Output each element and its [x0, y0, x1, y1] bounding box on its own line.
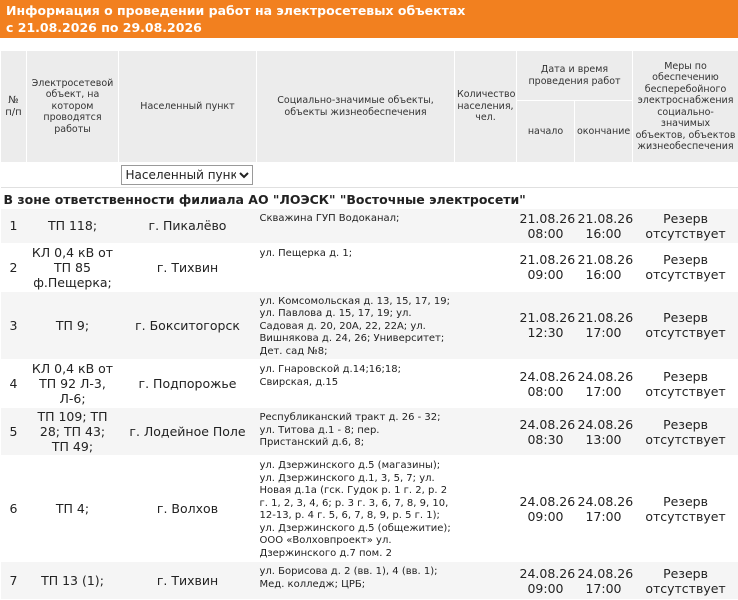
row-start-time: 08:00	[527, 384, 563, 399]
header-end: окончание	[575, 101, 633, 163]
row-end-date: 21.08.26	[578, 310, 634, 325]
header-object: Электросетевой объект, на котором проводятся работы	[27, 51, 119, 163]
row-end-time: 13:00	[585, 432, 621, 447]
row-num: 2	[1, 243, 27, 291]
header-start: начало	[517, 101, 575, 163]
row-end-time: 17:00	[585, 384, 621, 399]
row-start-date: 21.08.26	[520, 252, 576, 267]
row-num: 5	[1, 408, 27, 456]
header-locality: Населенный пункт	[119, 51, 257, 163]
banner-title: Информация о проведении работ на электросетевых объектах	[6, 2, 732, 19]
row-measure: Резерв отсутствует	[633, 360, 738, 408]
row-population	[455, 243, 517, 291]
row-start	[517, 456, 575, 562]
row-measure: Резерв отсутствует	[633, 209, 738, 243]
row-num: 6	[1, 456, 27, 562]
row-measure: Резерв отсутствует	[633, 456, 738, 562]
row-locality: г. Пикалёво	[119, 209, 257, 243]
row-social-objects: ул. Комсомольская д. 13, 15, 17, 19; ул. Павлова д. 15, 17, 19; ул. Садовая д. 20, 20А, 22, 22А; ул. Вишнякова д. 24, 26; Университет; Дет. сад №8;	[257, 291, 455, 360]
row-end	[575, 562, 633, 600]
row-object: ТП 4;	[27, 456, 119, 562]
row-population	[455, 408, 517, 456]
row-num: 3	[1, 291, 27, 360]
row-population	[455, 456, 517, 562]
row-start-time: 08:30	[527, 432, 563, 447]
works-table	[0, 50, 738, 600]
row-social-objects: Республиканский тракт д. 26 - 32; ул. Титова д.1 - 8; пер. Пристанский д.6, 8;	[257, 408, 455, 456]
table-row	[1, 209, 738, 243]
row-num: 7	[1, 562, 27, 600]
row-end-time: 17:00	[585, 509, 621, 524]
row-end	[575, 408, 633, 456]
row-start-date: 24.08.26	[520, 417, 576, 432]
row-measure: Резерв отсутствует	[633, 243, 738, 291]
header-num: № п/п	[1, 51, 27, 163]
row-object: ТП 109; ТП 28; ТП 43; ТП 49;	[27, 408, 119, 456]
row-social-objects: ул. Дзержинского д.5 (магазины); ул. Дзержинского д.1, 3, 5, 7; ул. Новая д.1а (гск. Гудок р. 1 г. 2, р. 2 г. 1, 2, 3, 4, 6; р. 3 г. 3, 6, 7, 8, 9, 10, 12-13, р. 4 г. 5, 6, 7, 8, 9, р. 5 г. 1); ул. Дзержинского д.5 (общежитие); ООО «Волховпроект» ул. Дзержинского д.7 пом. 2	[257, 456, 455, 562]
row-end	[575, 209, 633, 243]
row-social-objects: ул. Борисова д. 2 (вв. 1), 4 (вв. 1); Мед. колледж; ЦРБ;	[257, 562, 455, 600]
row-end	[575, 360, 633, 408]
row-locality: г. Лодейное Поле	[119, 408, 257, 456]
row-start-date: 24.08.26	[520, 494, 576, 509]
row-start-time: 09:00	[527, 581, 563, 596]
row-start-date: 24.08.26	[520, 369, 576, 384]
row-measure: Резерв отсутствует	[633, 291, 738, 360]
row-object: КЛ 0,4 кВ от ТП 85 ф.Пещерка;	[27, 243, 119, 291]
table-row	[1, 456, 738, 562]
row-measure: Резерв отсутствует	[633, 562, 738, 600]
row-object: ТП 13 (1);	[27, 562, 119, 600]
row-locality: г. Подпорожье	[119, 360, 257, 408]
row-locality: г. Тихвин	[119, 562, 257, 600]
header-social: Социально-значимые объекты, объекты жизнеобеспечения	[257, 51, 455, 163]
row-end-time: 17:00	[585, 325, 621, 340]
row-population	[455, 291, 517, 360]
page-banner	[0, 0, 738, 38]
row-social-objects: Скважина ГУП Водоканал;	[257, 209, 455, 243]
row-num: 1	[1, 209, 27, 243]
row-start-time: 09:00	[527, 509, 563, 524]
row-start	[517, 209, 575, 243]
row-end-date: 21.08.26	[578, 252, 634, 267]
row-social-objects: ул. Пещерка д. 1;	[257, 243, 455, 291]
table-row	[1, 562, 738, 600]
row-start-date: 21.08.26	[520, 310, 576, 325]
locality-filter-select[interactable]	[121, 165, 253, 185]
row-locality: г. Бокситогорск	[119, 291, 257, 360]
row-num: 4	[1, 360, 27, 408]
row-end-date: 24.08.26	[578, 417, 634, 432]
table-row	[1, 360, 738, 408]
row-population	[455, 209, 517, 243]
row-population	[455, 562, 517, 600]
row-start-time: 08:00	[527, 226, 563, 241]
row-end-date: 24.08.26	[578, 494, 634, 509]
section-title: В зоне ответственности филиала АО "ЛОЭСК" "Восточные электросети"	[1, 188, 738, 210]
row-start-time: 09:00	[527, 267, 563, 282]
row-start	[517, 243, 575, 291]
row-object: ТП 118;	[27, 209, 119, 243]
row-end-date: 24.08.26	[578, 369, 634, 384]
header-datetime: Дата и время проведения работ	[517, 51, 633, 101]
table-row	[1, 291, 738, 360]
row-start	[517, 562, 575, 600]
row-social-objects: ул. Гнаровской д.14;16;18; Свирская, д.15	[257, 360, 455, 408]
row-end	[575, 456, 633, 562]
row-start-time: 12:30	[527, 325, 563, 340]
row-start	[517, 360, 575, 408]
row-object: ТП 9;	[27, 291, 119, 360]
row-locality: г. Тихвин	[119, 243, 257, 291]
row-end-date: 24.08.26	[578, 566, 634, 581]
row-end-date: 21.08.26	[578, 211, 634, 226]
table-row	[1, 408, 738, 456]
header-population: Количество населения, чел.	[455, 51, 517, 163]
row-end	[575, 291, 633, 360]
table-row	[1, 243, 738, 291]
row-measure: Резерв отсутствует	[633, 408, 738, 456]
row-population	[455, 360, 517, 408]
row-end-time: 16:00	[585, 226, 621, 241]
row-end-time: 16:00	[585, 267, 621, 282]
row-end	[575, 243, 633, 291]
row-start	[517, 408, 575, 456]
row-locality: г. Волхов	[119, 456, 257, 562]
row-start	[517, 291, 575, 360]
row-start-date: 24.08.26	[520, 566, 576, 581]
banner-date-range: с 21.08.2026 по 29.08.2026	[6, 19, 732, 36]
header-measures: Меры по обеспечению бесперебойного электроснабжения социально-значимых объектов, объектов жизнеобеспечения	[633, 51, 738, 163]
row-start-date: 21.08.26	[520, 211, 576, 226]
row-end-time: 17:00	[585, 581, 621, 596]
row-object: КЛ 0,4 кВ от ТП 92 Л-3, Л-6;	[27, 360, 119, 408]
